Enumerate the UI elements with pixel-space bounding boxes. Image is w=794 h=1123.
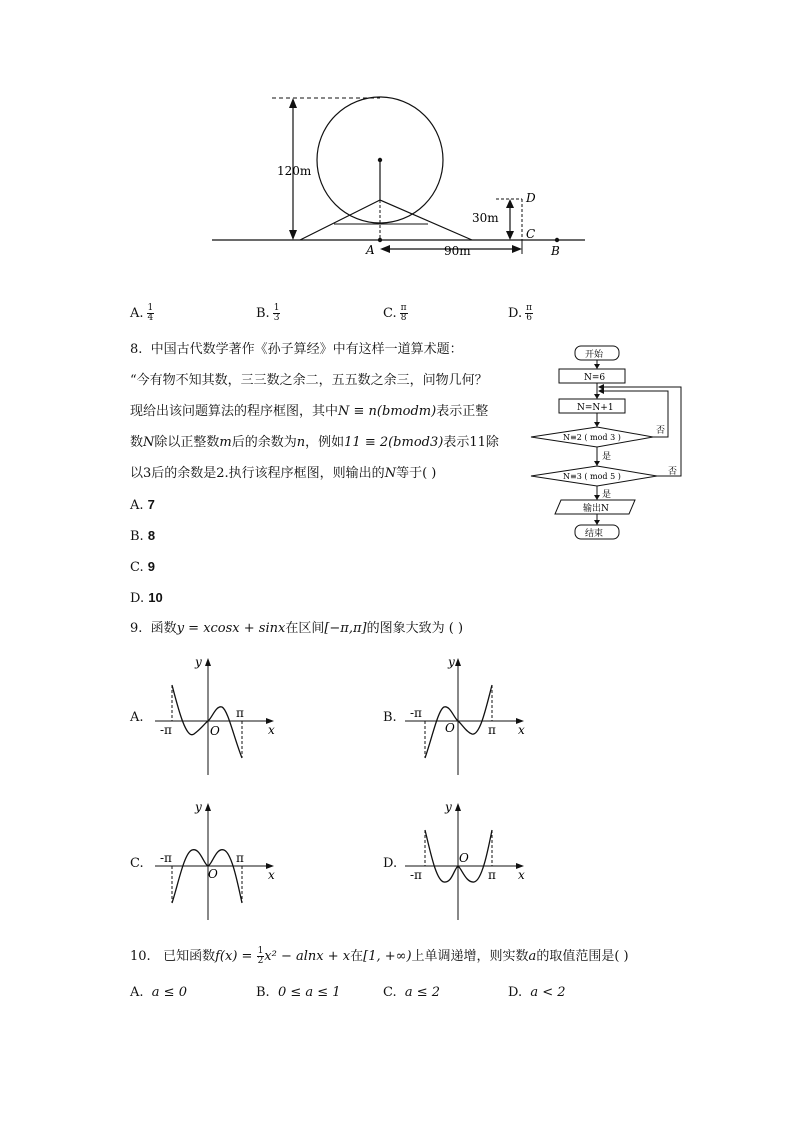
option-letter: B. bbox=[256, 985, 270, 1000]
option-letter: D. bbox=[508, 306, 523, 321]
q8-math: N bbox=[143, 435, 155, 450]
q8-text: ，例如 bbox=[305, 435, 345, 450]
q7-option-a[interactable] bbox=[130, 304, 154, 323]
option-value: 10 bbox=[148, 590, 163, 605]
y-axis-label: y bbox=[445, 800, 452, 814]
q9-graph-c[interactable] bbox=[150, 795, 285, 925]
point-a-label: A bbox=[366, 243, 375, 257]
fraction bbox=[525, 304, 533, 323]
option-value: a ≤ 2 bbox=[404, 985, 441, 1000]
q8-text: 以3后的余数是2.执行该程序框图，则输出的 bbox=[130, 466, 385, 481]
fraction-denominator: 8 bbox=[400, 313, 407, 323]
neg-pi-label: -π bbox=[410, 706, 422, 720]
option-letter: C. bbox=[383, 306, 397, 321]
q9-option-d-letter[interactable]: D. bbox=[383, 856, 398, 871]
neg-pi-label: -π bbox=[410, 868, 422, 882]
question-number: 8. bbox=[130, 342, 143, 357]
origin-label: O bbox=[445, 721, 455, 735]
q8-option-a[interactable] bbox=[130, 496, 155, 515]
fraction-numerator: π bbox=[526, 303, 533, 313]
flowchart-end: 结束 bbox=[585, 529, 604, 539]
q10-option-d[interactable] bbox=[508, 984, 566, 1002]
fraction bbox=[147, 304, 155, 323]
q9-stem bbox=[130, 620, 463, 638]
flowchart-yes2: 是 bbox=[602, 490, 612, 500]
q8-option-b[interactable] bbox=[130, 527, 155, 546]
q8-text: 表示11除 bbox=[443, 435, 499, 450]
point-c-label: C bbox=[526, 227, 536, 241]
q10-math: [1, +∞) bbox=[363, 949, 412, 964]
q8-option-d[interactable] bbox=[130, 589, 163, 608]
q9-math: [−π,π] bbox=[324, 621, 367, 636]
origin-label: O bbox=[459, 851, 469, 865]
question-number: 9. bbox=[130, 621, 143, 636]
x-axis-label: x bbox=[268, 723, 275, 737]
q9-math: y = xcosx + sinx bbox=[176, 621, 286, 636]
pi-label: π bbox=[488, 723, 496, 737]
option-letter: C. bbox=[130, 560, 144, 575]
q8-text: 数 bbox=[130, 435, 144, 450]
q10-text: 在 bbox=[350, 949, 364, 964]
q9-option-c-letter[interactable]: C. bbox=[130, 856, 144, 871]
pi-label: π bbox=[236, 851, 244, 865]
option-letter: A. bbox=[130, 498, 144, 513]
fraction-numerator: 1 bbox=[257, 946, 264, 956]
option-letter: D. bbox=[508, 985, 523, 1000]
q10-math: a bbox=[528, 949, 537, 964]
q8-math: N bbox=[384, 466, 397, 481]
option-letter: B. bbox=[130, 529, 144, 544]
q8-line-5 bbox=[130, 465, 436, 483]
option-value: 0 ≤ a ≤ 1 bbox=[277, 985, 341, 1000]
question-number: 10. bbox=[130, 949, 151, 964]
option-value: 8 bbox=[147, 528, 156, 543]
origin-label: O bbox=[210, 724, 220, 738]
option-letter: A. bbox=[130, 985, 144, 1000]
option-letter: A. bbox=[130, 306, 144, 321]
q10-text: 的取值范围是( ) bbox=[536, 949, 629, 964]
q10-stem bbox=[130, 947, 629, 966]
fraction-denominator: 2 bbox=[257, 956, 264, 966]
flowchart-no2: 否 bbox=[668, 467, 678, 477]
option-letter: B. bbox=[256, 306, 270, 321]
point-d-label: D bbox=[526, 191, 536, 205]
d-height-label: 30m bbox=[472, 211, 499, 225]
option-value: 7 bbox=[147, 497, 155, 512]
flowchart-start: 开始 bbox=[585, 350, 604, 360]
q7-option-c[interactable] bbox=[383, 304, 408, 323]
y-axis-label: y bbox=[195, 655, 202, 669]
q10-option-c[interactable] bbox=[383, 984, 440, 1002]
point-b-label: B bbox=[551, 244, 560, 258]
q10-text: 上单调递增，则实数 bbox=[411, 949, 529, 964]
flowchart-init: N=6 bbox=[584, 373, 606, 383]
q7-option-d[interactable] bbox=[508, 304, 533, 323]
option-value: a < 2 bbox=[530, 985, 566, 1000]
ferris-wheel-figure bbox=[200, 88, 600, 263]
fraction-denominator: 6 bbox=[526, 313, 532, 323]
flowchart bbox=[525, 342, 690, 542]
q8-line-3 bbox=[130, 403, 488, 421]
pi-label: π bbox=[488, 868, 496, 882]
q8-text: 除以正整数 bbox=[154, 435, 220, 450]
q7-option-b[interactable] bbox=[256, 304, 280, 323]
flowchart-step: N=N+1 bbox=[577, 403, 614, 413]
q10-math: f(x) = bbox=[215, 949, 257, 964]
q10-math: x² − alnx + x bbox=[264, 949, 351, 964]
q8-text: 等于( ) bbox=[396, 466, 437, 481]
option-value: 9 bbox=[147, 559, 155, 574]
q8-text: 中国古代数学著作《孙子算经》中有这样一道算术题： bbox=[150, 342, 463, 357]
distance-label: 90m bbox=[444, 244, 471, 258]
q8-line-1 bbox=[130, 341, 463, 359]
option-letter: D. bbox=[130, 591, 145, 606]
height-label: 120m bbox=[277, 164, 312, 178]
y-axis-label: y bbox=[448, 655, 455, 669]
q8-math: 11 ≡ 2(bmod3) bbox=[344, 435, 444, 450]
q9-text: 在区间 bbox=[285, 621, 325, 636]
q8-text: “今有物不知其数，三三数之余二，五五数之余三，问物几何？ bbox=[130, 373, 488, 388]
option-value: a ≤ 0 bbox=[151, 985, 187, 1000]
q8-math: n bbox=[296, 435, 306, 450]
flowchart-cond1: N≡2 ( mod 3 ) bbox=[563, 433, 621, 442]
y-axis-label: y bbox=[195, 800, 202, 814]
q9-option-b-letter[interactable]: B. bbox=[383, 710, 397, 725]
flowchart-output: 输出N bbox=[583, 504, 609, 514]
fraction-numerator: 1 bbox=[147, 303, 154, 313]
option-letter: C. bbox=[383, 985, 397, 1000]
fraction-numerator: 1 bbox=[273, 303, 280, 313]
fraction bbox=[273, 304, 281, 323]
q9-option-a-letter[interactable]: A. bbox=[130, 710, 144, 725]
flowchart-yes1: 是 bbox=[602, 452, 612, 462]
x-axis-label: x bbox=[518, 723, 525, 737]
pi-label: π bbox=[236, 706, 244, 720]
q8-line-2 bbox=[130, 372, 488, 390]
fraction bbox=[400, 304, 408, 323]
flowchart-cond2: N≡3 ( mod 5 ) bbox=[563, 472, 621, 481]
q9-graph-d[interactable] bbox=[400, 795, 535, 925]
origin-label: O bbox=[208, 867, 218, 881]
flowchart-no1: 否 bbox=[656, 426, 666, 436]
q8-math: m bbox=[219, 435, 232, 450]
q8-line-4 bbox=[130, 434, 499, 452]
q8-math: N ≡ n(bmodm) bbox=[338, 404, 437, 419]
fraction-denominator: 3 bbox=[273, 313, 280, 323]
q9-text: 的图象大致为 ( ) bbox=[366, 621, 464, 636]
x-axis-label: x bbox=[268, 868, 275, 882]
q8-text: 表示正整 bbox=[436, 404, 489, 419]
q8-text: 后的余数为 bbox=[231, 435, 297, 450]
q10-option-b[interactable] bbox=[256, 984, 341, 1002]
q8-text: 现给出该问题算法的程序框图，其中 bbox=[130, 404, 339, 419]
fraction-numerator: π bbox=[400, 303, 407, 313]
q10-text: 已知函数 bbox=[163, 949, 216, 964]
q9-text: 函数 bbox=[150, 621, 177, 636]
x-axis-label: x bbox=[518, 868, 525, 882]
q9-graph-b[interactable] bbox=[400, 650, 535, 780]
q10-option-a[interactable] bbox=[130, 984, 187, 1002]
q8-option-c[interactable] bbox=[130, 558, 155, 577]
q9-graph-a[interactable] bbox=[150, 650, 285, 780]
fraction-denominator: 4 bbox=[147, 313, 154, 323]
neg-pi-label: -π bbox=[160, 851, 172, 865]
neg-pi-label: -π bbox=[160, 723, 172, 737]
